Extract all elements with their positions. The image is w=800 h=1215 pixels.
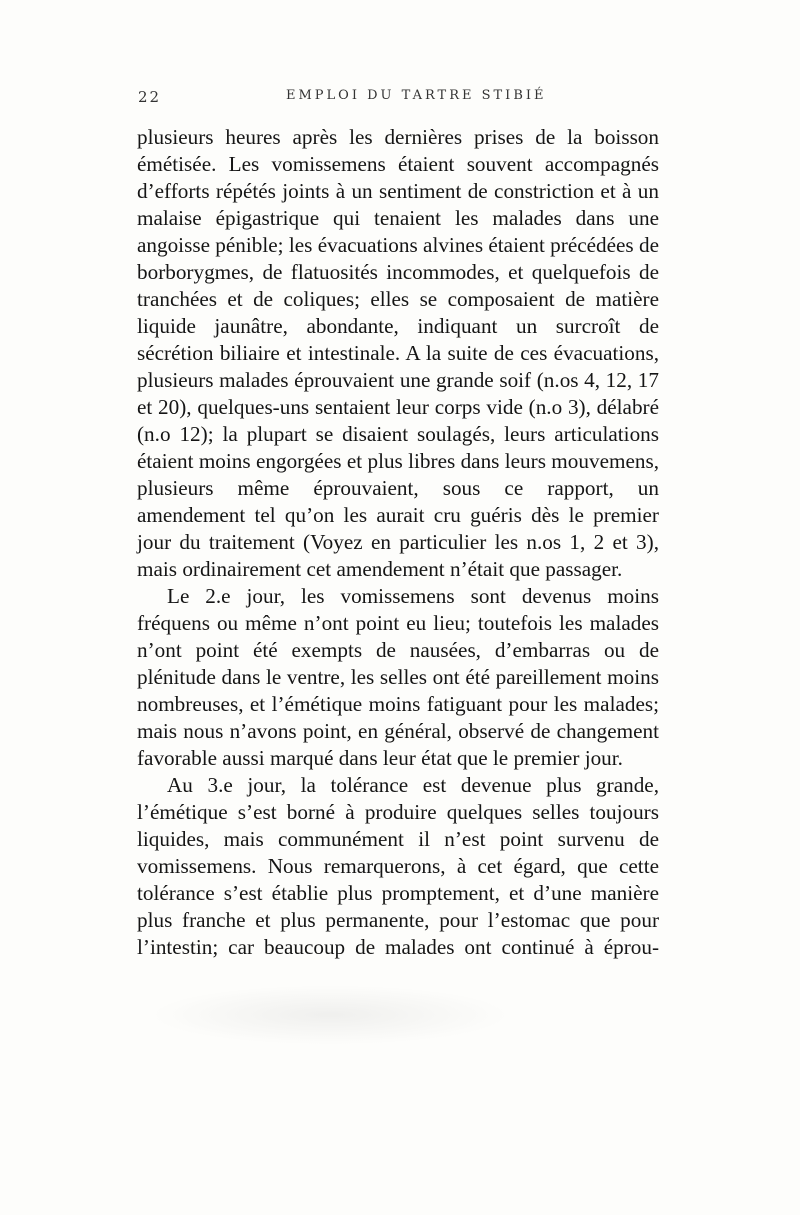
running-title: EMPLOI DU TARTRE STIBIÉ [286,88,547,103]
page-number: 22 [138,88,162,106]
paper-smudge [150,985,510,1045]
paragraph-2: Le 2.e jour, les vomissemens sont devenus moins fréquens ou même n’ont point eu lieu; toutefois les malades n’ont point été exempts de nausées, d’embarras ou de plénitude dans le ventre, les selles ont été pareillement moins nombreuses, et l’émétique moins fatiguant pour les malades; mais nous n’avons point, en général, observé de changement favorable aussi marqué dans leur état que le premier jour. [137,584,659,770]
paragraph-3: Au 3.e jour, la tolérance est devenue plus grande, l’émétique s’est borné à produire quelques selles toujours liquides, mais communément il n’est point survenu de vomissemens. Nous remarquerons, à cet égard, que cette tolérance s’est établie plus promptement, et d’une manière plus franche et plus permanente, pour l’estomac que pour l’intestin; car beaucoup de malades ont continué à éprou- [137,773,659,959]
running-head [138,88,666,112]
paragraph-1: plusieurs heures après les dernières prises de la boisson émétisée. Les vomissemens étaient souvent accompagnés d’efforts répétés joints à un sentiment de constriction et à un malaise épigastrique qui tenaient les malades dans une angoisse pénible; les évacuations alvines étaient précédées de borborygmes, de flatuosités incommodes, et quelquefois de tranchées et de coliques; elles se composaient de matière liquide jaunâtre, abondante, indiquant un surcroît de sécrétion biliaire et intestinale. A la suite de ces évacuations, plusieurs malades éprouvaient une grande soif (n.os 4, 12, 17 et 20), quelques-uns sentaient leur corps vide (n.o 3), délabré (n.o 12); la plupart se disaient soulagés, leurs articulations étaient moins engorgées et plus libres dans leurs mouvemens, plusieurs même éprouvaient, sous ce rapport, un amendement tel qu’on les aurait cru guéris dès le premier jour du traitement (Voyez en particulier les n.os 1, 2 et 3), mais ordinairement cet amendement n’était que passager. [137,125,659,581]
body-text [137,124,659,961]
